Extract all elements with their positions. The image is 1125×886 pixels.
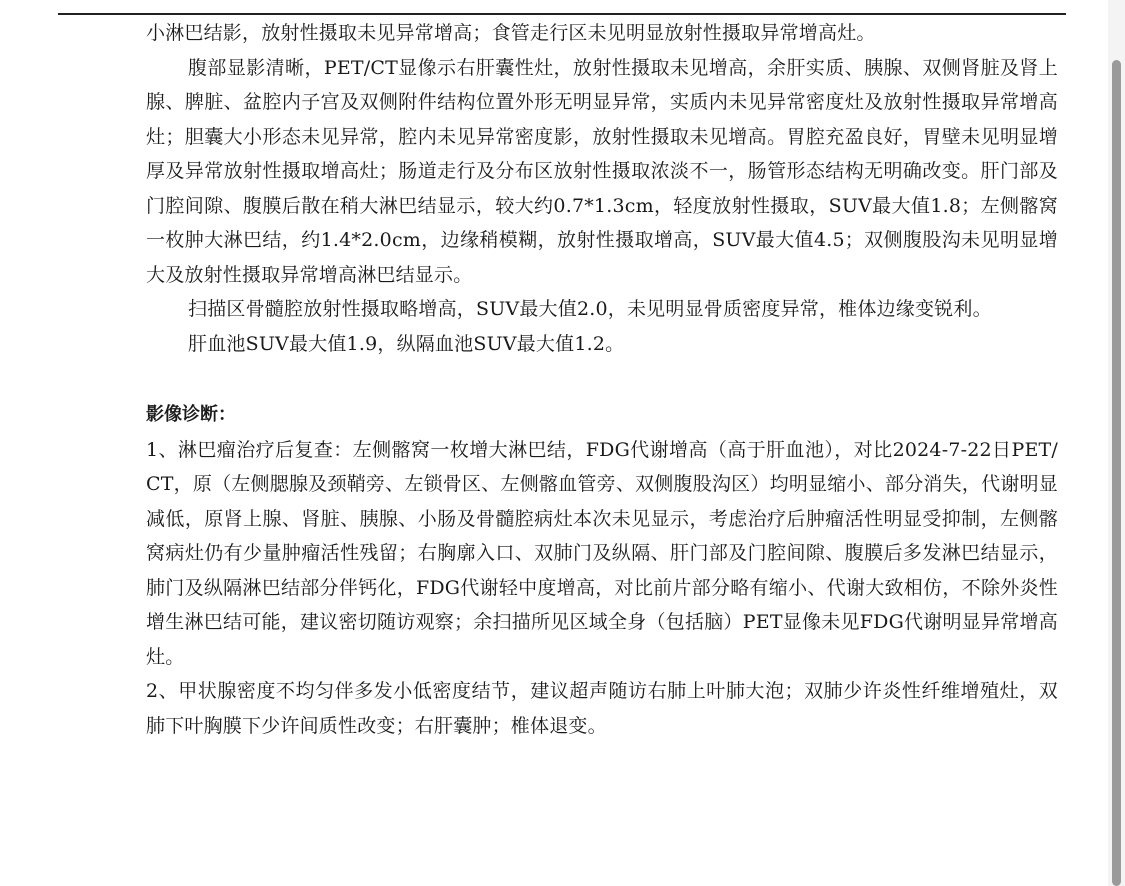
vertical-scrollbar[interactable]: [1108, 0, 1125, 886]
findings-paragraph-1: 小淋巴结影，放射性摄取未见异常增高；食管走行区未见明显放射性摄取异常增高灶。: [146, 22, 876, 44]
diagnosis-item-1: 1、淋巴瘤治疗后复查：左侧髂窝一枚增大淋巴结，FDG代谢增高（高于肝血池），对比2024-7-22日PET/CT，原（左侧腮腺及颈鞘旁、左锁骨区、左侧髂血管旁、双侧腹股沟区）均明显缩小、部分消失，代谢明显减低，原肾上腺、肾脏、胰腺、小肠及骨髓腔病灶本次未见显示，考虑治疗后肿瘤活性明显受抑制，左侧髂窝病灶仍有少量肿瘤活性残留；右胸廓入口、双肺门及纵隔、肝门部及门腔间隙、腹膜后多发淋巴结显示，肺门及纵隔淋巴结部分伴钙化，FDG代谢轻中度增高，对比前片部分略有缩小、代谢大致相仿，不除外炎性增生淋巴结可能，建议密切随访观察；余扫描所见区域全身（包括脑）PET显像未见FDG代谢明显异常增高灶。: [146, 438, 1058, 668]
section-spacer: [146, 361, 1058, 396]
scrollbar-thumb[interactable]: [1112, 60, 1121, 886]
diagnosis-item-2: 2、甲状腺密度不均匀伴多发小低密度结节，建议超声随访右肺上叶肺大泡；双肺少许炎性纤维增殖灶，双肺下叶胸膜下少许间质性改变；右肝囊肿；椎体退变。: [146, 680, 1058, 737]
diagnosis-heading: 影像诊断：: [146, 404, 236, 425]
document-body: [146, 16, 1058, 743]
findings-paragraph-abdomen: 腹部显影清晰，PET/CT显像示右肝囊性灶，放射性摄取未见增高，余肝实质、胰腺、双侧肾脏及肾上腺、脾脏、盆腔内子宫及双侧附件结构位置外形无明显异常，实质内未见异常密度灶及放射性摄取异常增高灶；胆囊大小形态未见异常，腔内未见异常密度影，放射性摄取未见增高。胃腔充盈良好，胃壁未见明显增厚及异常放射性摄取增高灶；肠道走行及分布区放射性摄取浓淡不一，肠管形态结构无明确改变。肝门部及门腔间隙、腹膜后散在稍大淋巴结显示，较大约0.7*1.3cm，轻度放射性摄取，SUV最大值1.8；左侧髂窝一枚肿大淋巴结，约1.4*2.0cm，边缘稍模糊，放射性摄取增高，SUV最大值4.5；双侧腹股沟未见明显增大及放射性摄取异常增高淋巴结显示。: [146, 56, 1058, 286]
findings-paragraph-bone: 扫描区骨髓腔放射性摄取略增高，SUV最大值2.0，未见明显骨质密度异常，椎体边缘变锐利。: [188, 298, 992, 320]
findings-paragraph-blood-pool: 肝血池SUV最大值1.9，纵隔血池SUV最大值1.2。: [188, 332, 625, 355]
header-rule: [58, 13, 1066, 15]
